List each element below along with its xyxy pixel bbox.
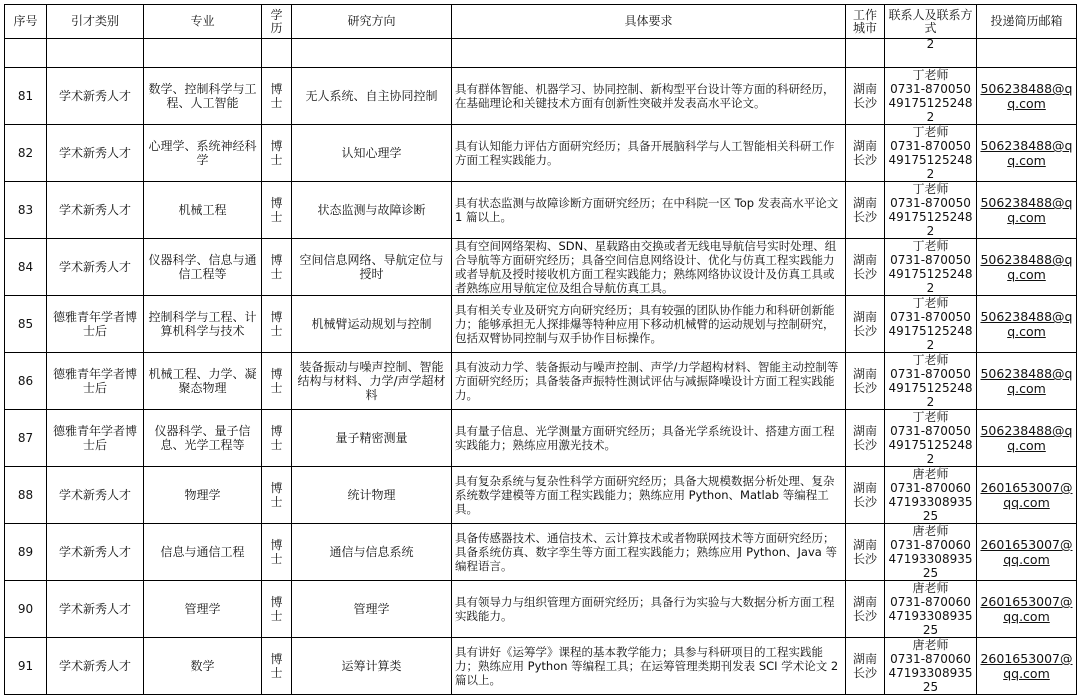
contact-name: 丁老师 [912,182,949,196]
cell-city: 湖南长沙 [846,353,885,410]
cell-contact [885,638,977,695]
cell-category: 德雅青年学者博士后 [47,296,144,353]
cell-seq: 84 [5,239,47,296]
header-requirements: 具体要求 [452,5,846,39]
cell-contact [885,182,977,239]
contact-name: 丁老师 [912,410,949,424]
cell-major: 机械工程 [144,182,262,239]
cell-requirements: 具有认知能力评估方面研究经历；具备开展脑科学与人工智能相关科研工作方面工程实践能力。 [452,125,846,182]
header-row [5,5,1077,39]
cell-category: 学术新秀人才 [47,182,144,239]
contact-phone: 0731-8700604719330893525 [888,652,973,694]
cell-email[interactable]: 2601653007@qq.com [977,638,1077,695]
cell-email[interactable]: 506238488@qq.com [977,296,1077,353]
table-row [5,68,1077,125]
cell-city: 湖南长沙 [846,68,885,125]
cell-direction: 认知心理学 [292,125,452,182]
cell-city: 湖南长沙 [846,581,885,638]
cell-city: 湖南长沙 [846,638,885,695]
cell-direction: 通信与信息系统 [292,524,452,581]
contact-name: 丁老师 [912,296,949,310]
cell-contact [885,239,977,296]
cell-requirements: 具有相关专业及研究方向研究经历；具有较强的团队协作能力和科研创新能力；能够承担无人探排爆等特种应用下移动机械臂的运动规划与控制研究，包括双臂协同控制与双手协作目标操作。 [452,296,846,353]
cont-major [144,39,262,68]
cell-major: 仪器科学、信息与通信工程等 [144,239,262,296]
cell-degree: 博士 [262,239,292,296]
cell-degree: 博士 [262,296,292,353]
cell-major: 信息与通信工程 [144,524,262,581]
cell-seq: 86 [5,353,47,410]
cell-requirements: 具备传感器技术、通信技术、云计算技术或者物联网技术等方面研究经历；具备系统仿真、数字孪生等方面工程实践能力；熟练应用 Python、Java 等编程语言。 [452,524,846,581]
cell-email[interactable]: 2601653007@qq.com [977,467,1077,524]
cell-major: 管理学 [144,581,262,638]
contact-name: 唐老师 [912,524,949,538]
cell-requirements: 具有讲好《运筹学》课程的基本教学能力；具参与科研项目的工程实践能力；熟练应用 Python 等编程工具；在运筹管理类期刊发表 SCI 学术论文 2 篇以上。 [452,638,846,695]
cell-major: 物理学 [144,467,262,524]
table-row [5,524,1077,581]
cell-email[interactable]: 506238488@qq.com [977,182,1077,239]
cell-direction: 运筹计算类 [292,638,452,695]
cell-category: 德雅青年学者博士后 [47,353,144,410]
cell-email[interactable]: 506238488@qq.com [977,68,1077,125]
cell-direction: 量子精密测量 [292,410,452,467]
cell-category: 德雅青年学者博士后 [47,410,144,467]
contact-phone: 0731-8700604719330893525 [888,538,973,580]
table-row [5,296,1077,353]
cell-contact [885,68,977,125]
contact-name: 丁老师 [912,68,949,82]
cell-seq: 85 [5,296,47,353]
cell-category: 学术新秀人才 [47,239,144,296]
cell-degree: 博士 [262,353,292,410]
cell-direction: 统计物理 [292,467,452,524]
contact-phone: 0731-87005049175125248 2 [888,139,973,181]
cell-contact [885,125,977,182]
cell-requirements: 具有复杂系统与复杂性科学方面研究经历；具备大规模数据分析处理、复杂系统数学建模等方面工程实践能力；熟练应用 Python、Matlab 等编程工具。 [452,467,846,524]
cell-category: 学术新秀人才 [47,125,144,182]
cell-direction: 状态监测与故障诊断 [292,182,452,239]
cell-seq: 81 [5,68,47,125]
cell-direction: 管理学 [292,581,452,638]
cont-contact-tail: 2 [926,38,935,51]
cell-email[interactable]: 506238488@qq.com [977,125,1077,182]
table-row [5,182,1077,239]
cont-direction [292,39,452,68]
contact-phone: 0731-87005049175125248 2 [888,253,973,295]
cont-email [977,39,1077,68]
cell-seq: 89 [5,524,47,581]
cell-seq: 88 [5,467,47,524]
cell-contact [885,581,977,638]
cell-major: 控制科学与工程、计算机科学与技术 [144,296,262,353]
contact-name: 丁老师 [912,353,949,367]
contact-name: 丁老师 [912,239,949,253]
header-degree: 学历 [262,5,292,39]
cell-direction: 装备振动与噪声控制、智能结构与材料、力学/声学超材料 [292,353,452,410]
cell-contact [885,467,977,524]
contact-phone: 0731-87005049175125248 2 [888,196,973,238]
cont-contact [885,39,977,68]
cont-category [47,39,144,68]
cell-seq: 91 [5,638,47,695]
table-row [5,467,1077,524]
cont-requirements [452,39,846,68]
cell-direction: 空间信息网络、导航定位与授时 [292,239,452,296]
cell-city: 湖南长沙 [846,467,885,524]
table-row [5,581,1077,638]
cell-email[interactable]: 506238488@qq.com [977,239,1077,296]
cell-city: 湖南长沙 [846,125,885,182]
cell-email[interactable]: 506238488@qq.com [977,410,1077,467]
cell-requirements: 具有状态监测与故障诊断方面研究经历；在中科院一区 Top 发表高水平论文 1 篇以上。 [452,182,846,239]
cell-degree: 博士 [262,524,292,581]
cell-requirements: 具有量子信息、光学测量方面研究经历；具备光学系统设计、搭建方面工程实践能力；熟练应用激光技术。 [452,410,846,467]
contact-name: 丁老师 [912,125,949,139]
cell-degree: 博士 [262,182,292,239]
cell-contact [885,524,977,581]
contact-phone: 0731-87005049175125248 2 [888,82,973,124]
cell-category: 学术新秀人才 [47,638,144,695]
cell-requirements: 具有波动力学、装备振动与噪声控制、声学/力学超构材料、智能主动控制等方面研究经历；具备装备声振特性测试评估与减振降噪设计方面工程实践能力。 [452,353,846,410]
cell-major: 机械工程、力学、凝聚态物理 [144,353,262,410]
cell-seq: 87 [5,410,47,467]
cont-degree [262,39,292,68]
cell-major: 心理学、系统神经科学 [144,125,262,182]
cell-requirements: 具有领导力与组织管理方面研究经历；具备行为实验与大数据分析方面工程实践能力。 [452,581,846,638]
cell-degree: 博士 [262,125,292,182]
cell-category: 学术新秀人才 [47,68,144,125]
cell-city: 湖南长沙 [846,410,885,467]
cell-degree: 博士 [262,68,292,125]
table-row [5,125,1077,182]
contact-phone: 0731-87005049175125248 2 [888,367,973,409]
cell-seq: 82 [5,125,47,182]
cell-city: 湖南长沙 [846,182,885,239]
cell-category: 学术新秀人才 [47,467,144,524]
cell-major: 仪器科学、量子信息、光学工程等 [144,410,262,467]
cell-requirements: 具有空间网络架构、SDN、星载路由交换或者无线电导航信号实时处理、组合导航等方面研究经历；具备空间信息网络设计、优化与仿真工程实践能力或者导航及授时接收机方面工程实践能力；熟练网络协议设计及仿真工具或者熟练应用导航定位及组合导航仿真工具。 [452,239,846,296]
cell-direction: 机械臂运动规划与控制 [292,296,452,353]
cell-contact [885,296,977,353]
contact-phone: 0731-8700604719330893525 [888,481,973,523]
cont-city [846,39,885,68]
cell-email[interactable]: 2601653007@qq.com [977,581,1077,638]
cell-degree: 博士 [262,581,292,638]
cell-degree: 博士 [262,410,292,467]
cell-requirements: 具有群体智能、机器学习、协同控制、新构型平台设计等方面的科研经历，在基础理论和关键技术方面有创新性突破并发表高水平论文。 [452,68,846,125]
header-direction: 研究方向 [292,5,452,39]
header-major: 专业 [144,5,262,39]
cell-degree: 博士 [262,638,292,695]
contact-phone: 0731-87005049175125248 2 [888,310,973,352]
cell-major: 数学、控制科学与工程、人工智能 [144,68,262,125]
cell-category: 学术新秀人才 [47,524,144,581]
cont-seq [5,39,47,68]
contact-phone: 0731-8700604719330893525 [888,595,973,637]
header-contact: 联系人及联系方式 [885,5,977,39]
cell-major: 数学 [144,638,262,695]
header-city: 工作城市 [846,5,885,39]
recruitment-table [4,4,1077,695]
continuation-row [5,39,1077,68]
cell-category: 学术新秀人才 [47,581,144,638]
header-email: 投递简历邮箱 [977,5,1077,39]
table-row [5,410,1077,467]
table-row [5,239,1077,296]
cell-direction: 无人系统、自主协同控制 [292,68,452,125]
cell-contact [885,410,977,467]
cell-contact [885,353,977,410]
cell-seq: 90 [5,581,47,638]
cell-seq: 83 [5,182,47,239]
header-seq: 序号 [5,5,47,39]
cell-city: 湖南长沙 [846,296,885,353]
contact-phone: 0731-87005049175125248 2 [888,424,973,466]
cell-email[interactable]: 506238488@qq.com [977,353,1077,410]
contact-name: 唐老师 [912,581,949,595]
cell-degree: 博士 [262,467,292,524]
cell-email[interactable]: 2601653007@qq.com [977,524,1077,581]
header-category: 引才类别 [47,5,144,39]
table-row [5,638,1077,695]
contact-name: 唐老师 [912,467,949,481]
cell-city: 湖南长沙 [846,524,885,581]
table-row [5,353,1077,410]
contact-name: 唐老师 [912,638,949,652]
cell-city: 湖南长沙 [846,239,885,296]
